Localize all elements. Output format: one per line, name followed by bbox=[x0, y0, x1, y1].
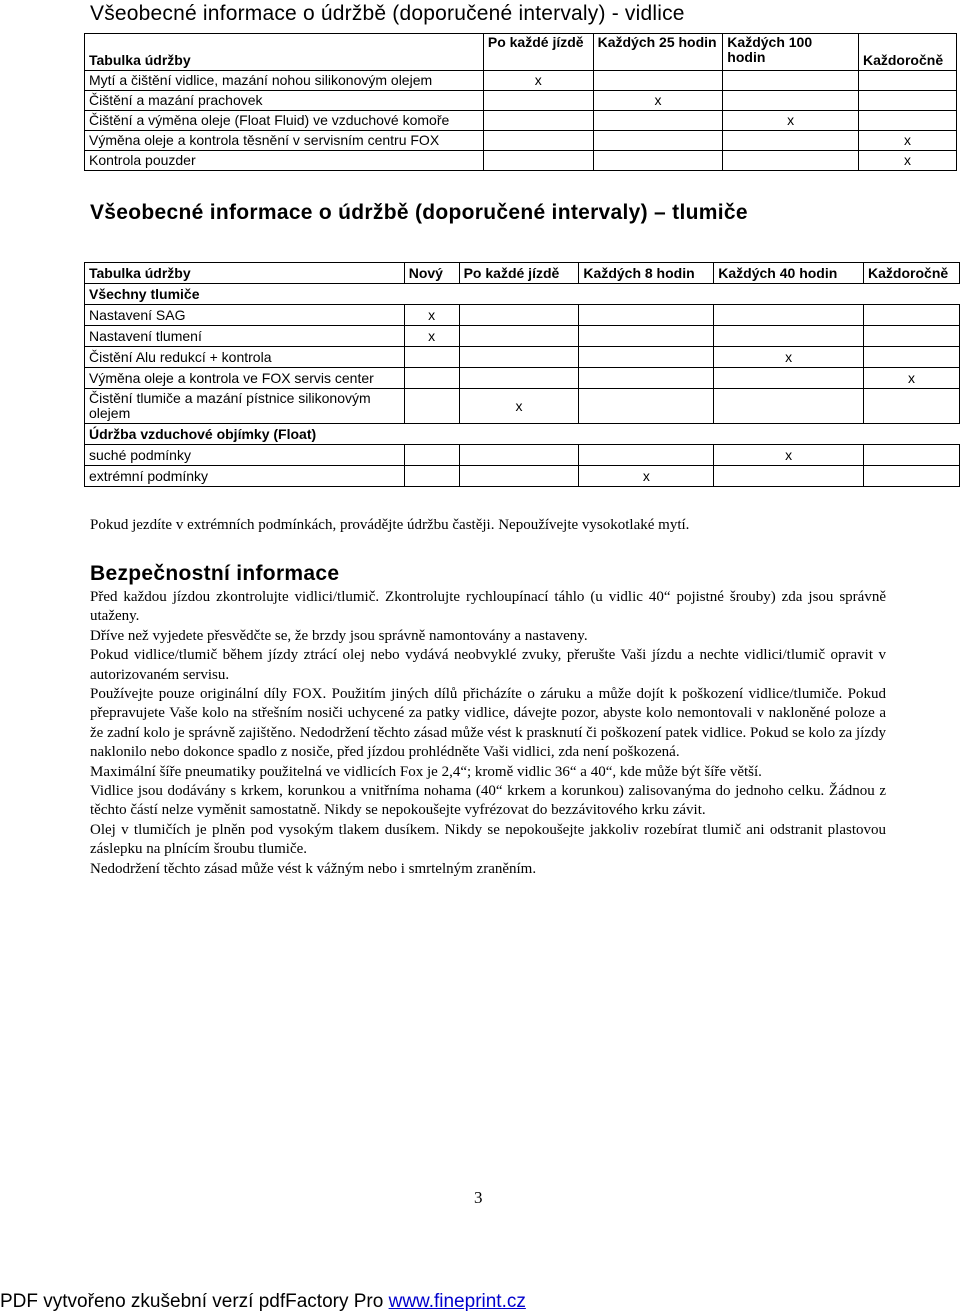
header-cell: Po každé jízdě bbox=[459, 263, 579, 284]
mark-cell: x bbox=[723, 111, 859, 131]
footer bbox=[0, 1291, 526, 1313]
mark-cell bbox=[864, 466, 960, 487]
safety-paragraph: Nedodržení těchto zásad může vést k vážným nebo i smrtelným zraněním. bbox=[90, 860, 537, 877]
group-label: Všechny tlumiče bbox=[85, 284, 960, 305]
mark-cell bbox=[864, 445, 960, 466]
row-label: Čištění a mazání prachovek bbox=[85, 91, 484, 111]
mark-cell bbox=[714, 368, 864, 389]
table-row bbox=[85, 91, 957, 111]
mark-cell bbox=[483, 131, 593, 151]
mark-cell bbox=[593, 131, 723, 151]
mark-cell bbox=[404, 389, 459, 424]
table-row bbox=[85, 466, 960, 487]
mark-cell bbox=[714, 326, 864, 347]
mark-cell bbox=[593, 71, 723, 91]
mark-cell bbox=[459, 305, 579, 326]
footer-link[interactable]: www.fineprint.cz bbox=[388, 1291, 526, 1312]
group-row bbox=[85, 284, 960, 305]
group-label: Údržba vzduchové objímky (Float) bbox=[85, 424, 960, 445]
page-number: 3 bbox=[474, 1188, 483, 1207]
header-cell: Tabulka údržby bbox=[85, 263, 405, 284]
mark-cell: x bbox=[404, 326, 459, 347]
row-label: Čistění Alu redukcí + kontrola bbox=[85, 347, 405, 368]
mark-cell bbox=[483, 111, 593, 131]
header-cell: Každoročně bbox=[858, 34, 956, 71]
row-label: Čistění tlumiče a mazání pístnice silikonovým olejem bbox=[85, 389, 405, 424]
mark-cell bbox=[714, 305, 864, 326]
mark-cell bbox=[404, 466, 459, 487]
mark-cell: x bbox=[579, 466, 714, 487]
safety-paragraph: Vidlice jsou dodávány s krkem, korunkou a vnitřníma nohama (40“ krkem a korunkou) zalisovanýma do jednoho celku. Žádnou z těchto částí nelze vyměnit samostatně. Nikdy se nepokoušejte vyfrézovat do bezzávitového krku závit. bbox=[90, 783, 886, 819]
row-label: Mytí a čištění vidlice, mazání nohou silikonovým olejem bbox=[85, 71, 484, 91]
shock-maintenance-table bbox=[84, 262, 960, 487]
safety-paragraph: Před každou jízdou zkontrolujte vidlici/tlumič. Zkontrolujte rychloupínací táhlo (u vidlic 40“ pojistné šrouby) zda jsou správně utaženy. bbox=[90, 589, 886, 625]
safety-paragraph: Maximální šíře pneumatiky použitelná ve vidlicích Fox je 2,4“; kromě vidlic 36“ a 40“, kde může být šíře větší. bbox=[90, 763, 762, 780]
table-row bbox=[85, 151, 957, 171]
mark-cell: x bbox=[459, 389, 579, 424]
safety-text bbox=[90, 588, 886, 879]
mark-cell bbox=[714, 466, 864, 487]
mark-cell bbox=[483, 151, 593, 171]
mark-cell bbox=[579, 326, 714, 347]
table-row bbox=[85, 326, 960, 347]
mark-cell: x bbox=[483, 71, 593, 91]
mark-cell bbox=[858, 111, 956, 131]
mark-cell bbox=[864, 305, 960, 326]
row-label: Čištění a výměna oleje (Float Fluid) ve vzduchové komoře bbox=[85, 111, 484, 131]
header-cell: Každých 8 hodin bbox=[579, 263, 714, 284]
mark-cell bbox=[579, 389, 714, 424]
mark-cell bbox=[723, 151, 859, 171]
mark-cell: x bbox=[714, 445, 864, 466]
mark-cell bbox=[483, 91, 593, 111]
safety-paragraph: Používejte pouze originální díly FOX. Použitím jiných dílů přicházíte o záruku a může dojít k poškození vidlice/tlumiče. Pokud přepravujete Vaše kolo na střešním nosiči uchycené za patky vidlice, dávejte pozor, abyste kolo nemontovali v nakloněné poloze a že zadní kolo je správně zajištěno. Nedodržení těchto zásad může vést k prasknutí či poškození patek vidlice. Pokud se kolo za jízdy naklonilo nebo dokonce spadlo z nosiče, před jízdou prohlédněte Vaši vidlici, zda není poškozená. bbox=[90, 686, 886, 761]
mark-cell: x bbox=[714, 347, 864, 368]
mark-cell bbox=[723, 91, 859, 111]
table-row bbox=[85, 111, 957, 131]
mark-cell bbox=[858, 71, 956, 91]
mark-cell bbox=[579, 347, 714, 368]
footer-text: PDF vytvořeno zkušební verzí pdfFactory Pro bbox=[0, 1291, 389, 1312]
safety-paragraph: Pokud vidlice/tlumič během jízdy ztrácí olej nebo vydává neobvyklé zvuky, přerušte Vaši jízdu a nechte vidlici/tlumič opravit v autorizovaném servisu. bbox=[90, 647, 886, 683]
header-cell: Tabulka údržby bbox=[85, 34, 484, 71]
mark-cell bbox=[459, 466, 579, 487]
mark-cell bbox=[404, 445, 459, 466]
safety-paragraph: Olej v tlumičích je plněn pod vysokým tlakem dusíkem. Nikdy se nepokoušejte jakkoliv rozebírat tlumič ani odstranit plastovou záslepku na plnícím šroubu tlumiče. bbox=[90, 821, 886, 858]
mark-cell bbox=[864, 347, 960, 368]
mark-cell bbox=[864, 326, 960, 347]
table-row bbox=[85, 131, 957, 151]
safety-paragraph: Dříve než vyjedete přesvědčte se, že brzdy jsou správně namontovány a nastaveny. bbox=[90, 627, 588, 644]
safety-title: Bezpečnostní informace bbox=[90, 562, 340, 585]
header-cell: Každých 100 hodin bbox=[723, 34, 859, 71]
row-label: extrémní podmínky bbox=[85, 466, 405, 487]
table-row bbox=[85, 71, 957, 91]
mark-cell: x bbox=[404, 305, 459, 326]
mark-cell bbox=[404, 368, 459, 389]
group-row bbox=[85, 424, 960, 445]
row-label: Nastavení SAG bbox=[85, 305, 405, 326]
mark-cell bbox=[723, 131, 859, 151]
mark-cell bbox=[459, 326, 579, 347]
mark-cell bbox=[723, 71, 859, 91]
mark-cell bbox=[459, 347, 579, 368]
header-cell: Každoročně bbox=[864, 263, 960, 284]
mark-cell bbox=[579, 368, 714, 389]
table-row bbox=[85, 368, 960, 389]
mark-cell: x bbox=[593, 91, 723, 111]
mark-cell bbox=[858, 91, 956, 111]
mark-cell: x bbox=[858, 151, 956, 171]
header-cell: Nový bbox=[404, 263, 459, 284]
mark-cell bbox=[459, 368, 579, 389]
mark-cell bbox=[714, 389, 864, 424]
row-label: Výměna oleje a kontrola ve FOX servis center bbox=[85, 368, 405, 389]
table-row bbox=[85, 389, 960, 424]
section2-title: Všeobecné informace o údržbě (doporučené intervaly) – tlumiče bbox=[90, 201, 748, 224]
mark-cell bbox=[404, 347, 459, 368]
table-row bbox=[85, 445, 960, 466]
header-cell: Po každé jízdě bbox=[483, 34, 593, 71]
row-label: Nastavení tlumení bbox=[85, 326, 405, 347]
section1-title: Všeobecné informace o údržbě (doporučené intervaly) - vidlice bbox=[90, 2, 685, 25]
mark-cell bbox=[593, 151, 723, 171]
row-label: Kontrola pouzder bbox=[85, 151, 484, 171]
table-header-row bbox=[85, 34, 957, 71]
table-row bbox=[85, 305, 960, 326]
mark-cell bbox=[864, 389, 960, 424]
header-cell: Každých 25 hodin bbox=[593, 34, 723, 71]
table-header-row bbox=[85, 263, 960, 284]
row-label: Výměna oleje a kontrola těsnění v servisním centru FOX bbox=[85, 131, 484, 151]
row-label: suché podmínky bbox=[85, 445, 405, 466]
mark-cell bbox=[459, 445, 579, 466]
mark-cell bbox=[579, 445, 714, 466]
mark-cell bbox=[579, 305, 714, 326]
mark-cell: x bbox=[858, 131, 956, 151]
maintenance-note: Pokud jezdíte v extrémních podmínkách, provádějte údržbu častěji. Nepoužívejte vysokotlaké mytí. bbox=[90, 517, 690, 533]
header-cell: Každých 40 hodin bbox=[714, 263, 864, 284]
table-row bbox=[85, 347, 960, 368]
fork-maintenance-table bbox=[84, 33, 957, 171]
mark-cell bbox=[593, 111, 723, 131]
mark-cell: x bbox=[864, 368, 960, 389]
